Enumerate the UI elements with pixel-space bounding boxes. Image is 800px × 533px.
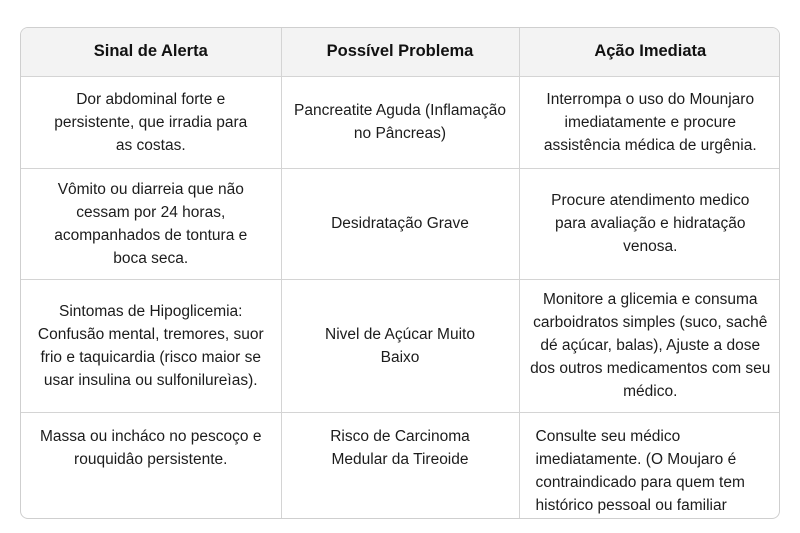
cell-problema: Risco de Carcinoma Medular da Tireoide <box>281 412 519 519</box>
table-row <box>21 76 780 168</box>
table-header-row <box>21 28 780 76</box>
cell-sinal: Massa ou incháco no pescoço e rouquidâo persistente. <box>21 412 281 519</box>
alert-signs-table <box>21 28 780 519</box>
cell-sinal: Vômito ou diarreia que não cessam por 24 horas, acompanhados de tontura e boca seca. <box>21 168 281 279</box>
alert-table-container <box>20 27 780 519</box>
table-row <box>21 279 780 412</box>
cell-acao: Monitore a glicemia e consuma carboidratos simples (suco, sachê dé açúcar, balas), Ajuste a dose dos outros medicamentos com seu médico. <box>519 279 780 412</box>
cell-acao: Interrompa o uso do Mounjaro imediatamente e procure assistência médica de urgênia. <box>519 76 780 168</box>
table-row <box>21 168 780 279</box>
cell-problema: Nivel de Açúcar Muito Baixo <box>281 279 519 412</box>
cell-sinal: Dor abdominal forte e persistente, que irradia para as costas. <box>21 76 281 168</box>
header-acao-imediata: Ação Imediata <box>519 28 780 76</box>
cell-sinal: Sintomas de Hipoglicemia: Confusão mental, tremores, suor frio e taquicardia (risco maior se usar insulina ou sulfonilureìas). <box>21 279 281 412</box>
header-sinal-de-alerta: Sinal de Alerta <box>21 28 281 76</box>
header-possivel-problema: Possível Problema <box>281 28 519 76</box>
cell-acao: Procure atendimento medico para avaliação e hidratação venosa. <box>519 168 780 279</box>
cell-problema: Desidratação Grave <box>281 168 519 279</box>
table-row <box>21 412 780 519</box>
cell-problema: Pancreatite Aguda (Inflamação no Pâncreas) <box>281 76 519 168</box>
cell-acao: Consulte seu médico imediatamente. (O Moujaro é contraindicado para quem tem histórico pessoal ou familiar <box>519 412 780 519</box>
